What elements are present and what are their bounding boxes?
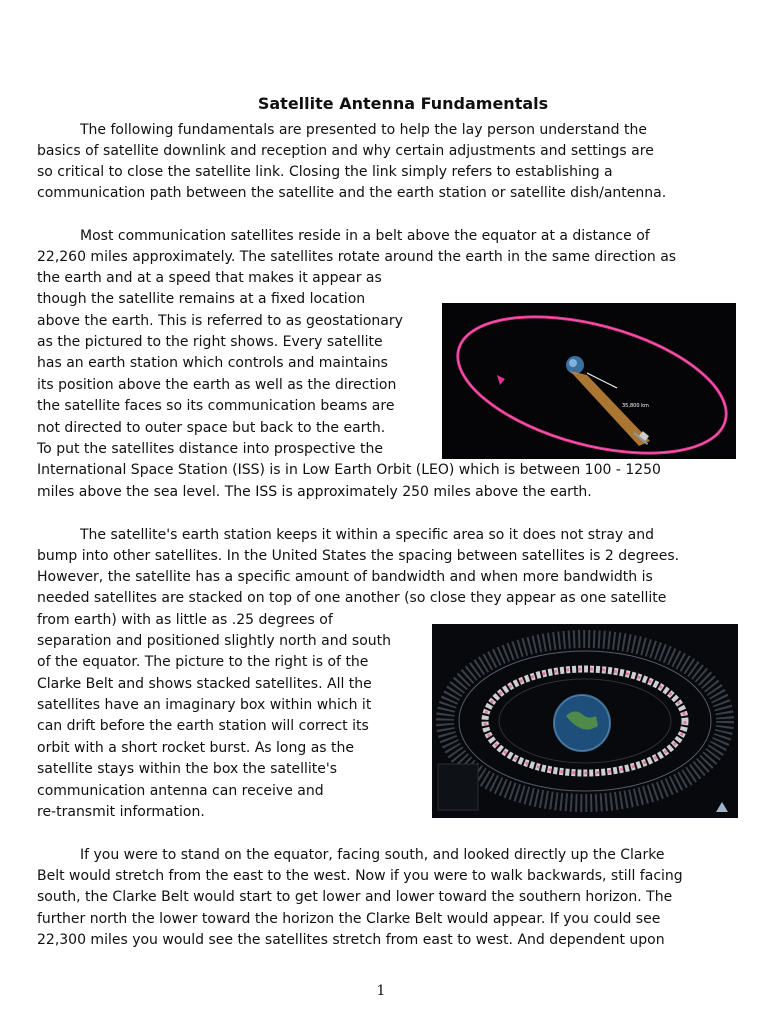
paragraph-line: the satellite faces so its communication beams are	[37, 398, 395, 414]
paragraph-line: communication path between the satellite and the earth station or satellite dish/antenna.	[37, 185, 667, 201]
paragraph-line: of the equator. The picture to the right is of the	[37, 654, 369, 670]
paragraph-line: can drift before the earth station will correct its	[37, 718, 369, 734]
page-title: Satellite Antenna Fundamentals	[257, 94, 549, 113]
paragraph-line: International Space Station (ISS) is in Low Earth Orbit (LEO) which is between 100 - 1250	[37, 462, 661, 478]
geostationary-orbit-image	[442, 303, 736, 459]
paragraph-line: Clarke Belt and shows stacked satellites. All the	[37, 676, 372, 692]
paragraph-line: further north the lower toward the horizon the Clarke Belt would appear. If you could see	[37, 911, 661, 927]
paragraph-line: orbit with a short rocket burst. As long as the	[37, 740, 355, 756]
paragraph-line: basics of satellite downlink and reception and why certain adjustments and settings are	[37, 143, 654, 159]
paragraph-line: from earth) with as little as .25 degrees of	[37, 612, 333, 628]
paragraph-line: not directed to outer space but back to the earth.	[37, 420, 386, 436]
clarke-belt-image	[432, 624, 738, 818]
paragraph-line: 22,260 miles approximately. The satellites rotate around the earth in the same direction as	[37, 249, 677, 265]
orbit-distance-label: 35,800 km	[622, 403, 649, 409]
paragraph-line: satellites have an imaginary box within which it	[37, 697, 372, 713]
paragraph-line: miles above the sea level. The ISS is approximately 250 miles above the earth.	[37, 484, 592, 500]
paragraph-line: Belt would stretch from the east to the west. Now if you were to walk backwards, still facing	[37, 868, 683, 884]
paragraph-line: has an earth station which controls and maintains	[37, 355, 388, 371]
paragraph-line: The following fundamentals are presented to help the lay person understand the	[80, 122, 647, 138]
paragraph-line: re-transmit information.	[37, 804, 205, 820]
page-number: 1	[376, 983, 386, 999]
paragraph-line: satellite stays within the box the satellite's	[37, 761, 338, 777]
paragraph-line: as the pictured to the right shows. Every satellite	[37, 334, 383, 350]
paragraph-line: However, the satellite has a specific amount of bandwidth and when more bandwidth is	[37, 569, 653, 585]
paragraph-line: bump into other satellites. In the United States the spacing between satellites is 2 degrees.	[37, 548, 680, 564]
paragraph-line: communication antenna can receive and	[37, 783, 324, 799]
paragraph-line: 22,300 miles you would see the satellites stretch from east to west. And dependent upon	[37, 932, 665, 948]
paragraph-line: The satellite's earth station keeps it within a specific area so it does not stray and	[80, 527, 654, 543]
paragraph-line: To put the satellites distance into prospective the	[37, 441, 383, 457]
paragraph-line: its position above the earth as well as the direction	[37, 377, 397, 393]
paragraph-line: above the earth. This is referred to as geostationary	[37, 313, 403, 329]
paragraph-line: south, the Clarke Belt would start to get lower and lower toward the southern horizon. The	[37, 889, 673, 905]
paragraph-line: Most communication satellites reside in a belt above the equator at a distance of	[80, 228, 650, 244]
paragraph-line: though the satellite remains at a fixed location	[37, 291, 366, 307]
paragraph-line: separation and positioned slightly north and south	[37, 633, 392, 649]
paragraph-line: the earth and at a speed that makes it appear as	[37, 270, 382, 286]
paragraph-line: so critical to close the satellite link. Closing the link simply refers to establishing a	[37, 164, 613, 180]
paragraph-line: needed satellites are stacked on top of one another (so close they appear as one satellite	[37, 590, 667, 606]
paragraph-line: If you were to stand on the equator, facing south, and looked directly up the Clarke	[80, 847, 665, 863]
